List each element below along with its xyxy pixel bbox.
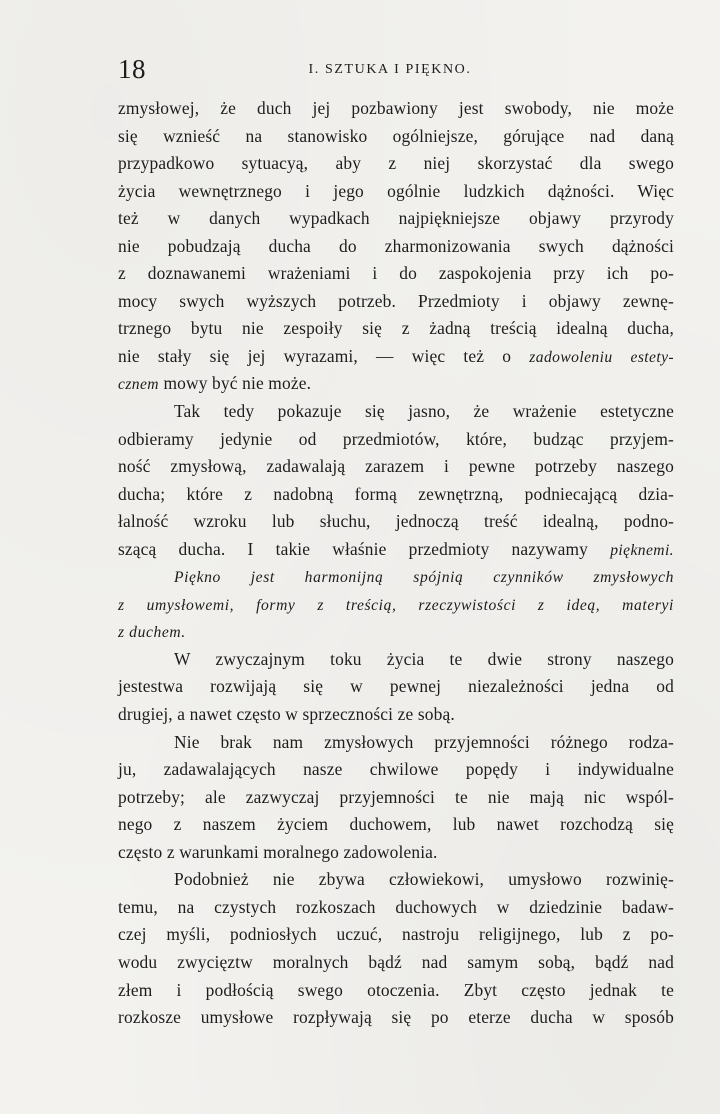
line-text: ju, zadawalających nasze chwilowe popędy i indywidualne: [118, 759, 674, 780]
text-line: [118, 921, 674, 949]
text-line: [118, 260, 674, 288]
text-line: [118, 839, 674, 867]
line-text: rozkosze umysłowe rozpływają się po eterze ducha w sposób: [118, 1007, 674, 1028]
line-text: często z warunkami moralnego zadowolenia.: [118, 841, 438, 862]
line-text: Podobnież nie zbywa człowiekowi, umysłowo rozwinię-: [174, 869, 674, 890]
text-line: [118, 756, 674, 784]
text-line: [118, 591, 674, 619]
text-line: [118, 453, 674, 481]
text-line: [118, 673, 674, 701]
line-text: jestestwa rozwijają się w pewnej niezależności jedna od: [118, 676, 674, 697]
line-text: Tak tedy pokazuje się jasno, że wrażenie estetyczne: [174, 401, 674, 422]
text-line: [118, 729, 674, 757]
text-line: [118, 618, 674, 646]
line-text: Nie brak nam zmysłowych przyjemności różnego rodza-: [174, 731, 674, 752]
italic-text: pięknemi.: [610, 541, 674, 559]
line-text: życia wewnętrznego i jego ogólnie ludzkich dążności. Więc: [118, 180, 674, 201]
text-line: [118, 288, 674, 316]
line-text: łalność wzroku lub słuchu, jednoczą treść idealną, podno-: [118, 511, 674, 532]
text-line: [118, 370, 674, 398]
text-line: [118, 123, 674, 151]
line-text: temu, na czystych rozkoszach duchowych w dziedzinie badaw-: [118, 896, 674, 917]
italic-text: z umysłowemi, formy z treścią, rzeczywistości z ideą, materyi: [118, 596, 674, 614]
line-text: odbieramy jedynie od przedmiotów, które, budząc przyjem-: [118, 428, 674, 449]
line-text: przypadkowo sytuacyą, aby z niej skorzystać dla swego: [118, 153, 674, 174]
text-line: [118, 426, 674, 454]
line-text: drugiej, a nawet często w sprzeczności ze sobą.: [118, 704, 455, 725]
text-line: [118, 977, 674, 1005]
page-number: 18: [118, 54, 146, 84]
text-line: [118, 949, 674, 977]
text-line: [118, 481, 674, 509]
italic-text: Piękno jest harmonijną spójnią czynników zmysłowych: [174, 569, 674, 587]
text-line: [118, 343, 674, 371]
text-line: [118, 178, 674, 206]
text-line: [118, 811, 674, 839]
line-text: nie pobudzają ducha do zharmonizowania swych dążności: [118, 235, 674, 256]
line-text: się wznieść na stanowisko ogólniejsze, górujące nad daną: [118, 125, 674, 146]
line-text: wodu zwycięztw moralnych bądź nad samym sobą, bądź nad: [118, 951, 674, 972]
line-text: z doznawanemi wrażeniami i do zaspokojenia przy ich po-: [118, 263, 674, 284]
italic-text: cznem: [118, 376, 159, 394]
line-text: mocy swych wyższych potrzeb. Przedmioty i objawy zewnę-: [118, 290, 674, 311]
line-text: mowy być nie może.: [158, 373, 312, 394]
line-text: ność zmysłową, zadawalają zarazem i pewne potrzeby naszego: [118, 456, 674, 477]
body-text: [118, 95, 674, 1032]
text-line: [118, 95, 674, 123]
line-text: czej myśli, podniosłych uczuć, nastroju religijnego, lub z po-: [118, 924, 674, 945]
text-line: [118, 398, 674, 426]
line-text: szącą ducha. I takie właśnie przedmioty nazywamy: [118, 538, 611, 559]
line-text: W zwyczajnym toku życia te dwie strony naszego: [174, 648, 674, 669]
text-line: [118, 536, 674, 564]
text-line: [118, 646, 674, 674]
text-line: [118, 701, 674, 729]
line-text: potrzeby; ale zazwyczaj przyjemności te nie mają nic wspól-: [118, 786, 674, 807]
text-line: [118, 315, 674, 343]
italic-text: zadowoleniu estety-: [529, 348, 674, 366]
text-line: [118, 508, 674, 536]
text-line: [118, 233, 674, 261]
running-head: I. SZTUKA I PIĘKNO.: [308, 62, 472, 77]
text-line: [118, 866, 674, 894]
text-line: [118, 1004, 674, 1032]
text-line: [118, 563, 674, 591]
line-text: nie stały się jej wyrazami, — więc też o: [118, 345, 530, 366]
text-line: [118, 150, 674, 178]
italic-text: z duchem.: [118, 624, 186, 642]
line-text: zmysłowej, że duch jej pozbawiony jest swobody, nie może: [118, 98, 674, 118]
text-line: [118, 894, 674, 922]
text-line: [118, 784, 674, 812]
line-text: też w danych wypadkach najpiękniejsze objawy przyrody: [118, 208, 674, 229]
text-line: [118, 205, 674, 233]
line-text: złem i podłością swego otoczenia. Zbyt często jednak te: [118, 979, 674, 1000]
line-text: ducha; które z nadobną formą zewnętrzną, podniecającą dzia-: [118, 483, 674, 504]
line-text: nego z naszem życiem duchowem, lub nawet rozchodzą się: [118, 814, 674, 835]
line-text: trznego bytu nie zespoiły się z żadną treścią idealną ducha,: [118, 318, 674, 339]
